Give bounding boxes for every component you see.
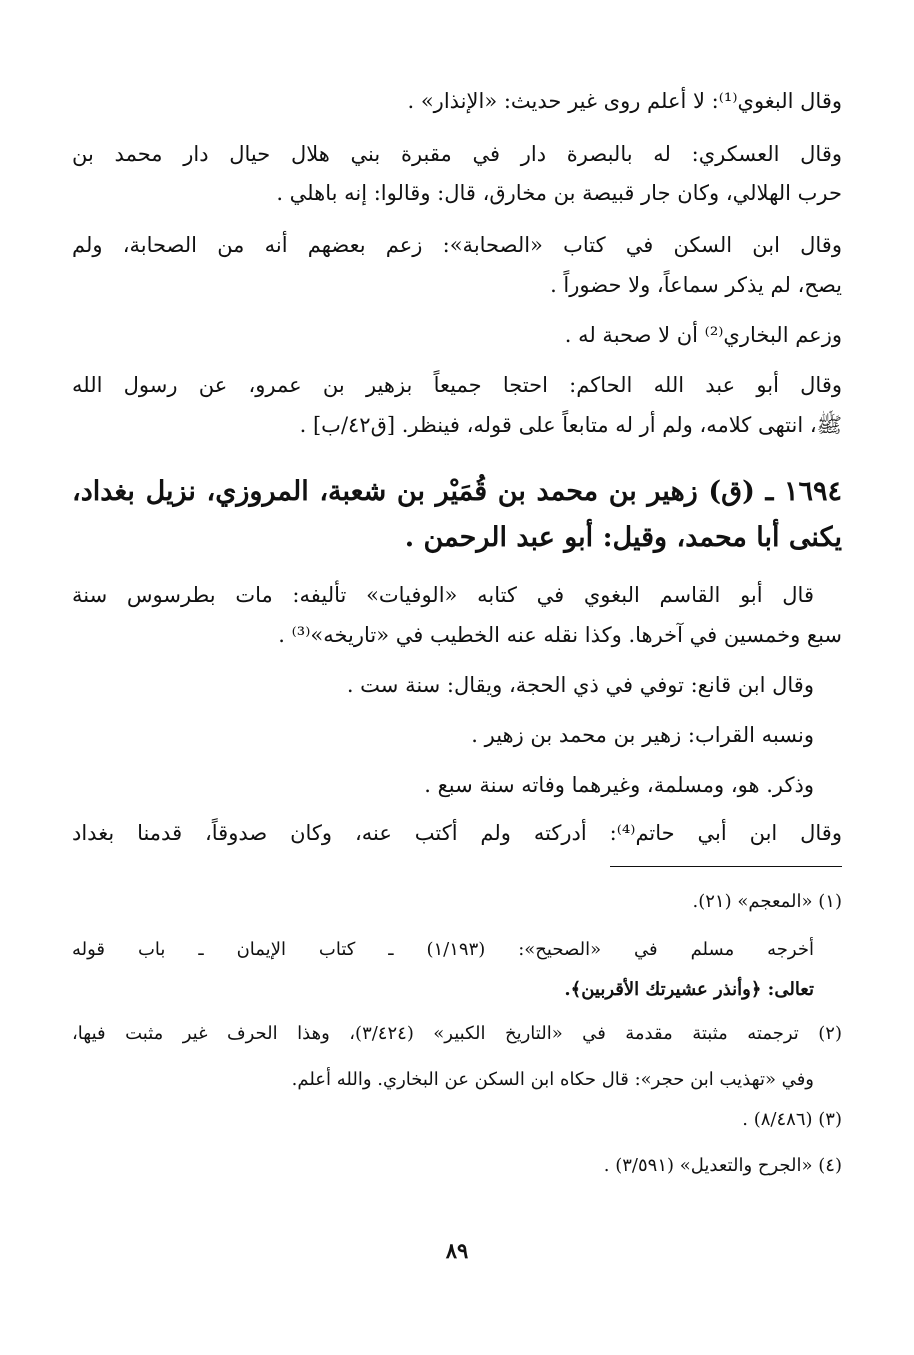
footnote-line: (١) «المعجم» (٢١). bbox=[692, 891, 842, 912]
entry-heading: ١٦٩٤ ـ (ق) زهير بن محمد بن قُمَيْر بن شعبة، المروزي، نزيل بغداد، bbox=[72, 476, 842, 507]
footnote-line: (٢) ترجمته مثبتة مقدمة في «التاريخ الكبير» (٣/٤٢٤)، وهذا الحرف غير مثبت فيها، bbox=[72, 1023, 842, 1044]
footnote-line: وفي «تهذيب ابن حجر»: قال حكاه ابن السكن عن البخاري. والله أعلم. bbox=[291, 1069, 814, 1090]
body-line: وقال أبو عبد الله الحاكم: احتجا جميعاً بزهير بن عمرو، عن رسول الله bbox=[72, 373, 842, 397]
entry-heading: يكنى أبا محمد، وقيل: أبو عبد الرحمن . bbox=[404, 522, 842, 553]
footnote-line: (٣) (٨/٤٨٦) . bbox=[742, 1109, 842, 1130]
body-line: وذكر. هو، ومسلمة، وغيرهما وفاته سنة سبع . bbox=[424, 773, 814, 797]
footnote-line: أخرجه مسلم في «الصحيح»: (١/١٩٣) ـ كتاب الإيمان ـ باب قوله bbox=[72, 939, 814, 960]
body-line: قال أبو القاسم البغوي في كتابه «الوفيات» تأليفه: مات بطرسوس سنة bbox=[72, 583, 814, 607]
body-line: وزعم البخاري⁽²⁾ أن لا صحبة له . bbox=[564, 323, 842, 347]
body-line: ونسبه القراب: زهير بن محمد بن زهير . bbox=[471, 723, 814, 747]
page-number: ٨٩ bbox=[445, 1238, 469, 1263]
body-line: ﷺ، انتهى كلامه، ولم أر له متابعاً على قوله، فينظر. [ق٤٢/ب] . bbox=[299, 413, 842, 437]
footnote-line: (٤) «الجرح والتعديل» (٣/٥٩١) . bbox=[603, 1155, 842, 1176]
body-line: سبع وخمسين في آخرها. وكذا نقله عنه الخطيب في «تاريخه»⁽³⁾ . bbox=[278, 623, 842, 647]
body-line: وقال ابن قانع: توفي في ذي الحجة، ويقال: سنة ست . bbox=[346, 673, 814, 697]
body-line: وقال العسكري: له بالبصرة دار في مقبرة بني هلال حيال دار محمد بن bbox=[72, 142, 842, 166]
body-line: وقال ابن السكن في كتاب «الصحابة»: زعم بعضهم أنه من الصحابة، ولم bbox=[72, 233, 842, 257]
body-line: وقال البغوي⁽¹⁾: لا أعلم روى غير حديث: «الإنذار» . bbox=[407, 89, 842, 113]
body-line: حرب الهلالي، وكان جار قبيصة بن مخارق، قال: وقالوا: إنه باهلي . bbox=[276, 181, 842, 205]
body-line: يصح، لم يذكر سماعاً، ولا حضوراً . bbox=[550, 273, 842, 297]
footnote-separator bbox=[610, 866, 842, 867]
footnote-line: تعالى: ﴿وأنذر عشيرتك الأقربين﴾. bbox=[564, 979, 814, 1000]
body-line: وقال ابن أبي حاتم⁽⁴⁾: أدركته ولم أكتب عنه، وكان صدوقاً، قدمنا بغداد bbox=[72, 821, 842, 845]
